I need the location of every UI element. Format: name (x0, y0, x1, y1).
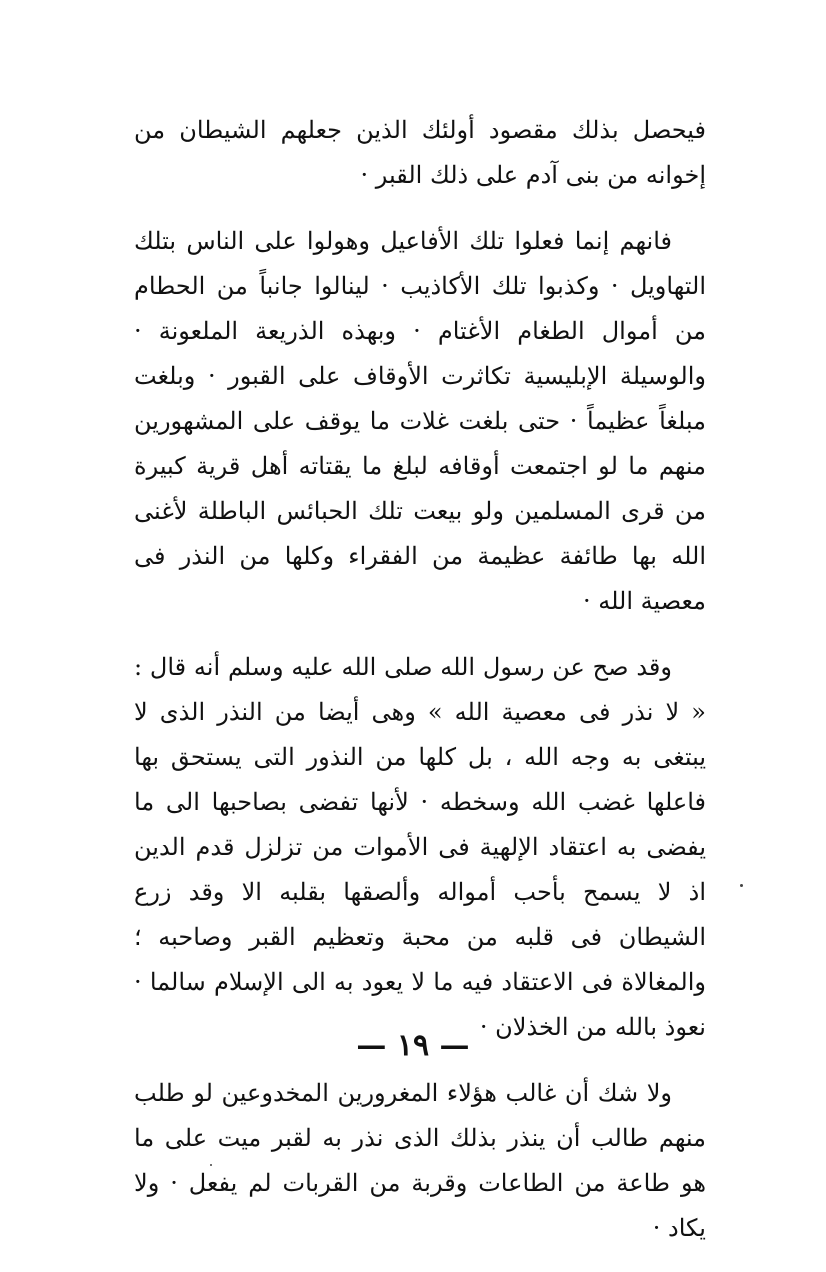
scan-speck (210, 1164, 212, 1166)
paragraph-2: فانهم إنما فعلوا تلك الأفاعيل وهولوا على الناس بتلك التهاويل · وكذبوا تلك الأكاذيب · لينالوا جانباً من الحطام من أموال الطغام الأغتام · وبهذه الذريعة الملعونة · والوسيلة الإبليسية تكاثرت الأوقاف على القبور · وبلغت مبلغاً عظيماً · حتى بلغت غلات ما يوقف على المشهورين منهم ما لو اجتمعت أوقافه لبلغ ما يقتاته أهل قرية كبيرة من قرى المسلمين ولو بيعت تلك الحبائس الباطلة لأغنى الله بها طائفة عظيمة من الفقراء وكلها من النذر فى معصية الله · (134, 227, 706, 615)
scan-speck (740, 884, 743, 887)
body-text (134, 108, 706, 1272)
paragraph-3: وقد صح عن رسول الله صلى الله عليه وسلم أنه قال : « لا نذر فى معصية الله » وهى أيضا من النذر الذى لا يبتغى به وجه الله ، بل كلها من النذور التى يستحق بها فاعلها غضب الله وسخطه · لأنها تفضى بصاحبها الى ما يفضى به اعتقاد الإلهية فى الأموات من تزلزل قدم الدين اذ لا يسمح بأحب أمواله وألصقها بقلبه الا وقد زرع الشيطان فى قلبه من محبة وتعظيم القبر وصاحبه ؛ والمغالاة فى الاعتقاد فيه ما لا يعود به الى الإسلام سالما · نعوذ بالله من الخذلان · (134, 653, 707, 1041)
paragraph-1: فيحصل بذلك مقصود أولئك الذين جعلهم الشيطان من إخوانه من بنى آدم على ذلك القبر · (134, 116, 706, 189)
page-number: — ١٩ — (356, 1028, 470, 1063)
paragraph-4: ولا شك أن غالب هؤلاء المغرورين المخدوعين لو طلب منهم طالب أن ينذر بذلك الذى نذر به لقبر ميت على ما هو طاعة من الطاعات وقربة من القربات لم يفعل · ولا يكاد · (134, 1079, 706, 1242)
